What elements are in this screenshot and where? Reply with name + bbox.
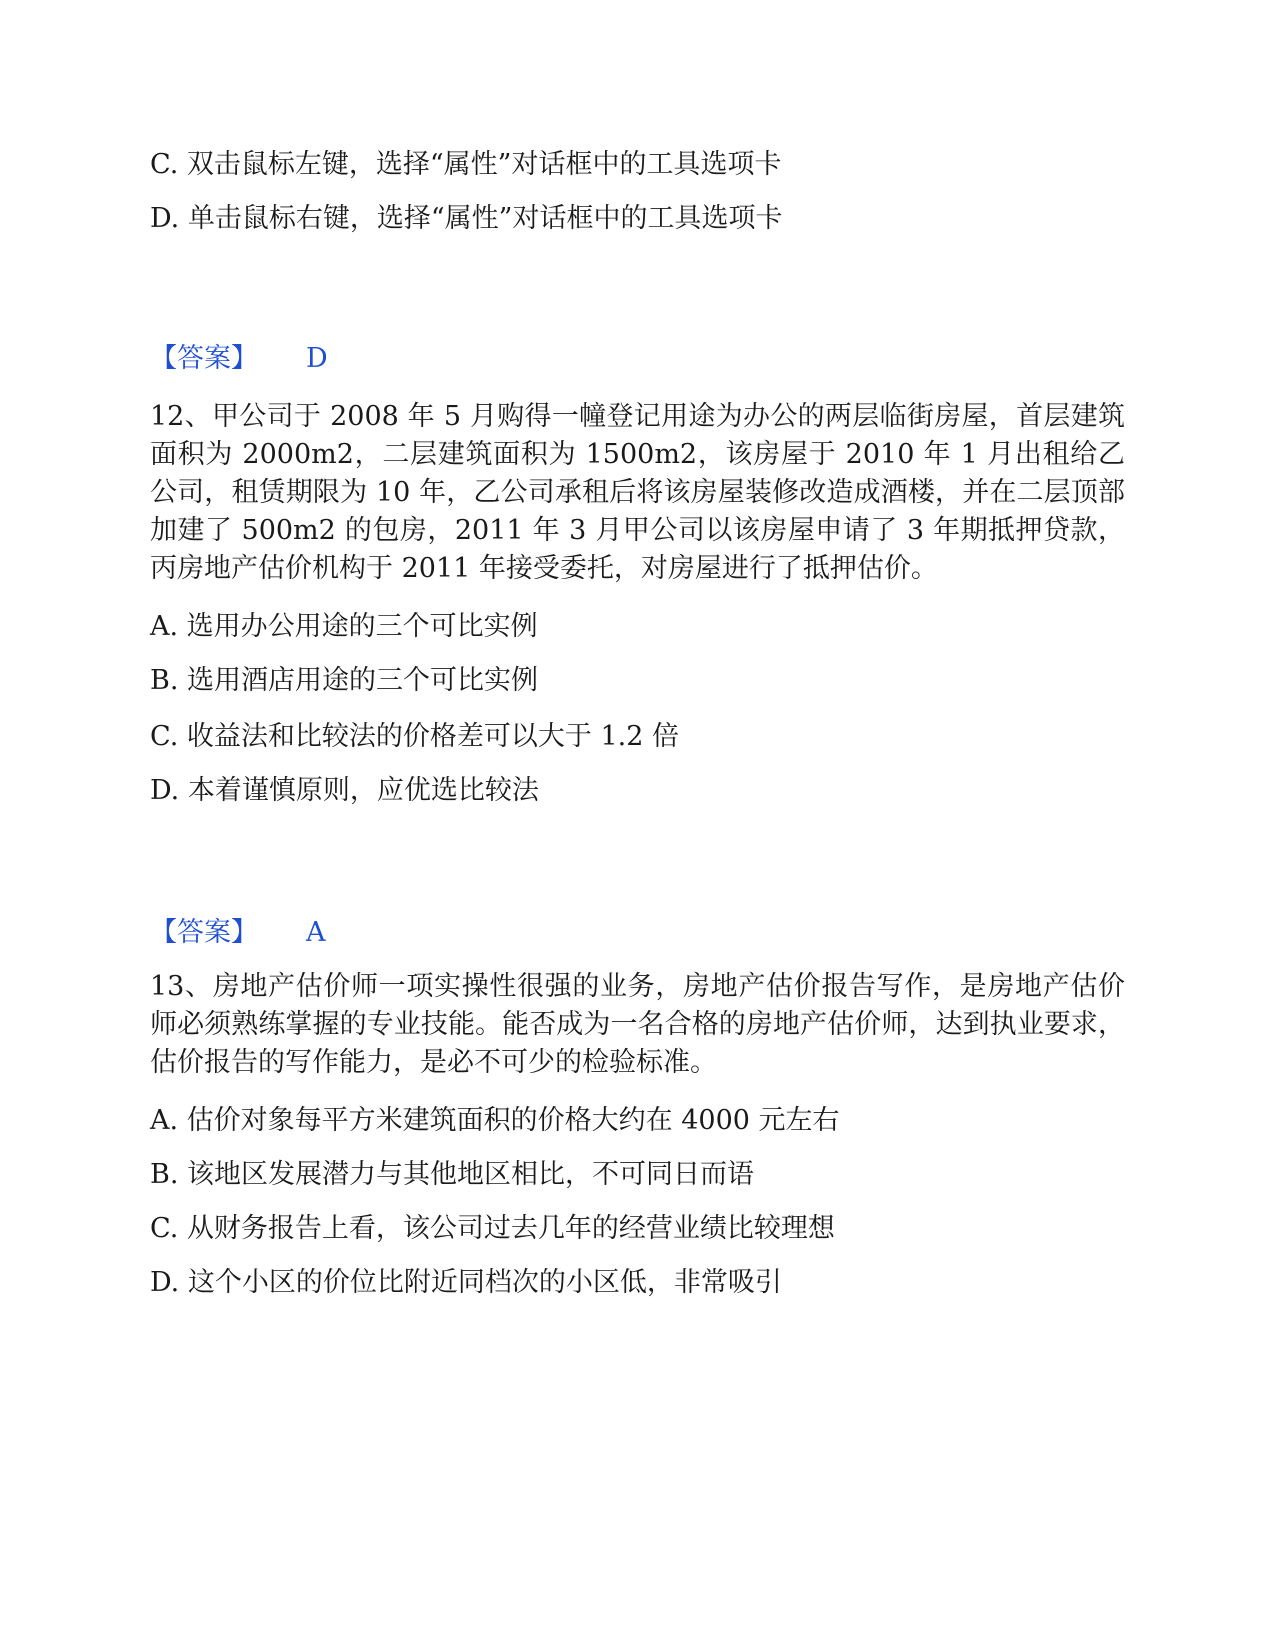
q12-option-a: A. 选用办公用途的三个可比实例 (150, 611, 538, 642)
q12-answer (150, 914, 326, 952)
q12-option-d: D. 本着谨慎原则，应优选比较法 (150, 775, 539, 806)
answer-value: D (306, 343, 328, 374)
q12-option-b: B. 选用酒店用途的三个可比实例 (150, 665, 539, 696)
q13-option-b: B. 该地区发展潜力与其他地区相比，不可同日而语 (150, 1159, 755, 1190)
q13-option-c: C. 从财务报告上看，该公司过去几年的经营业绩比较理想 (150, 1213, 835, 1244)
q12-option-c: C. 收益法和比较法的价格差可以大于 1.2 倍 (150, 721, 679, 752)
answer-label: 【答案】 (150, 343, 258, 374)
q13-option-d: D. 这个小区的价位比附近同档次的小区低，非常吸引 (150, 1267, 782, 1298)
q11-option-c: C. 双击鼠标左键，选择“属性”对话框中的工具选项卡 (150, 149, 782, 180)
q13-stem: 13、房地产估价师一项实操性很强的业务，房地产估价报告写作，是房地产估价师必须熟练掌握的专业技能。能否成为一名合格的房地产估价师，达到执业要求，估价报告的写作能力，是必不可少的检验标准。 (150, 971, 1125, 1078)
q11-answer (150, 340, 328, 378)
q13-option-a: A. 估价对象每平方米建筑面积的价格大约在 4000 元左右 (150, 1105, 840, 1136)
q12-stem: 12、甲公司于 2008 年 5 月购得一幢登记用途为办公的两层临街房屋，首层建筑面积为 2000m2，二层建筑面积为 1500m2，该房屋于 2010 年 1 月出租给乙公司，租赁期限为 10 年，乙公司承租后将该房屋装修改造成酒楼，并在二层顶部加建了 500m2 的包房，2011 年 3 月甲公司以该房屋申请了 3 年期抵押贷款，丙房地产估价机构于 2011 年接受委托，对房屋进行了抵押估价。 (150, 401, 1125, 584)
answer-label: 【答案】 (150, 917, 258, 948)
q11-option-d: D. 单击鼠标右键，选择“属性”对话框中的工具选项卡 (150, 203, 783, 234)
answer-value: A (306, 917, 326, 948)
